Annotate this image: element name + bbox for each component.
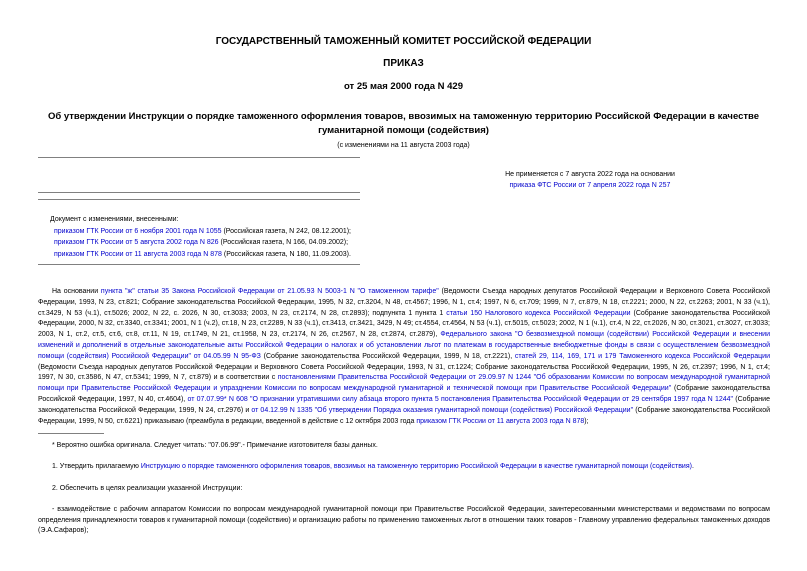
divider bbox=[38, 192, 360, 193]
item-2 bbox=[38, 484, 770, 495]
item-3 bbox=[38, 505, 770, 537]
text-run: На основании bbox=[52, 288, 101, 295]
law-link[interactable]: постановлениями Правительства Российской Федерации от 29.09.97 N 1244 "Об образовании Комиссии по вопросам международной гуманитарной помощи при Правительстве Российской Федерации и упразднении Комиссии по вопросам международной гуманитарной и технической помощи при Правительстве Российской Федерации" bbox=[38, 374, 770, 393]
divider bbox=[38, 264, 360, 265]
instruction-link[interactable]: Инструкцию о порядке таможенного оформления товаров, ввозимых на таможенную территорию Российской Федерации в качестве гуманитарной помощи (содействия) bbox=[140, 463, 692, 470]
change-item bbox=[50, 226, 351, 238]
change-source: (Российская газета, N 166, 04.09.2002); bbox=[218, 239, 349, 246]
law-link[interactable]: Федерального закона "О безвозмездной помощи (содействии) Российской Федерации и внесении изменений и дополнений в отдельные законодательные акты Российской Федерации о налогах и об установлении льгот по платежам в государственные внебюджетные фонды в связи с осуществлением безвозмездной помощи (содействия) Российской Федерации" от 04.05.99 N 95-ФЗ bbox=[38, 331, 771, 360]
text-run: (Собрание законодательства Российской Федерации, 1997, N 40, ст.4604), bbox=[38, 385, 770, 403]
change-item bbox=[50, 249, 351, 261]
change-item bbox=[50, 237, 351, 249]
changes-intro: Документ с изменениями, внесенными: bbox=[50, 216, 179, 223]
law-link[interactable]: пункта "ж" статьи 35 Закона Российской Федерации от 21.05.93 N 5003-1 N "О таможенном тарифе" bbox=[100, 288, 439, 295]
change-source: (Российская газета, N 180, 11.09.2003). bbox=[221, 250, 351, 258]
text-run: (Ведомости Съезда народных депутатов Российской Федерации и Верховного Совета Российской Федерации, 1993, N 31, ст.1224; Собрание законодательства Российской Федерации, 1995, N 26, ст.2397; 1996, N 1, ст.4; 1997, N 30, ст.3586, N 47, ст.5341; 1999, N 7, ст.879) и в соответствии с bbox=[38, 363, 770, 382]
change-link[interactable]: приказом ГТК России от 6 ноября 2001 года N 1055 bbox=[54, 227, 222, 235]
text-run: (Собрание законодательства Российской Федерации, 1999, N 24, ст.2976) и bbox=[38, 395, 770, 414]
text-run: . bbox=[691, 463, 694, 470]
law-link[interactable]: приказом ГТК России от 11 августа 2003 года N 878 bbox=[416, 417, 585, 425]
footnote-text: * Вероятно ошибка оригинала. Следует читать: "07.06.99".- Примечание изготовителя базы данных. bbox=[52, 442, 378, 449]
notice-text: Не применяется с 7 августа 2022 года на основании bbox=[505, 171, 675, 178]
item-1 bbox=[38, 462, 770, 473]
law-link[interactable]: статьи 150 Налогового кодекса Российской Федерации bbox=[446, 309, 631, 317]
notice-link[interactable]: приказа ФТС России от 7 апреля 2022 года N 257 bbox=[509, 182, 671, 189]
date-number-heading: от 25 мая 2000 года N 429 bbox=[343, 81, 464, 92]
footnote-divider bbox=[38, 433, 104, 434]
amendment-note: (с изменениями на 11 августа 2003 года) bbox=[337, 142, 470, 149]
text-run: 1. Утвердить прилагаемую bbox=[52, 463, 141, 470]
text-run: (Ведомости Съезда народных депутатов Российской Федерации и Верховного Совета Российской Федерации, 1993, N 23, ст.821; Собрание законодательства Российской Федерации, 1995, N 32, ст.3204, N 48, ст.4567; 1996, N 1, ст.4; 1997, N 6, ст.709; 1999, N 7, ст.879, N 18, ст.2221; 2000, N 22, ст.2263; 2001, N 33 (ч.1), ст.3429, N 53 (ч.1), ст.5026; 2002, N 22, с. 2026, N 30, ст.3033; 2003, N 23, ст.2174, N 28, ст.2893); подпункта 1 пункта 1 bbox=[38, 288, 770, 317]
divider bbox=[38, 157, 360, 158]
change-link[interactable]: приказом ГТК России от 11 августа 2003 года N 878 bbox=[54, 250, 222, 258]
text-run: (Собрание законодательства Российской Федерации, 1999, N 50, ст.6221) приказываю (преамбула в редакции, введенной в действие с 12 октября 2003 года bbox=[38, 406, 771, 425]
changes-block bbox=[50, 214, 351, 260]
law-link[interactable]: от 07.07.99* N 608 "О признании утратившими силу абзаца второго пункта 5 постановления Правительства Российской Федерации от 29 сентября 1997 года N 1244" bbox=[187, 395, 734, 403]
text-run: (Собрание законодательства Российской Федерации, 1999, N 18, ст.2221), bbox=[260, 352, 515, 360]
text-run: (Собрание законодательства Российской Федерации, 2000, N 32, ст.3340, ст.3341; 2001, N 1 (ч.2), ст.18, N 23, ст.2289, N 33 (ч.1), ст.3413, ст.3421, 3429, N 49; ст.4554, ст.4564, N 53 (ч.1), ст.5015, ст.5023; 2002, N 1 (ч.1), ст.4, N 22, ст.2026, N 30, ст.3021, ст.3027, ст.3033; 2003, N 1, ст.2, ст.5, ст.6, ст.8, ст.11, N 19, ст.1749, N 21, ст.1958, N 23, ст.2174, N 26, ст.2567, N 28, ст.2874, ст.2879), bbox=[38, 309, 770, 339]
text-run: 2. Обеспечить в целях реализации указанной Инструкции: bbox=[52, 485, 243, 492]
doc-type-heading: ПРИКАЗ bbox=[383, 58, 424, 69]
change-source: (Российская газета, N 242, 08.12.2001); bbox=[221, 227, 352, 235]
footnote bbox=[38, 441, 770, 452]
text-run: ); bbox=[584, 417, 589, 425]
document-title: Об утверждении Инструкции о порядке таможенного оформления товаров, ввозимых на таможенную территорию Российской Федерации в качестве гуманитарной помощи (содействия) bbox=[47, 111, 760, 136]
preamble-paragraph bbox=[38, 287, 770, 427]
law-link[interactable]: от 04.12.99 N 1335 "Об утверждении Порядка оказания гуманитарной помощи (содействия) Российской Федерации" bbox=[251, 406, 634, 414]
agency-heading: ГОСУДАРСТВЕННЫЙ ТАМОЖЕННЫЙ КОМИТЕТ РОССИЙСКОЙ ФЕДЕРАЦИИ bbox=[215, 36, 592, 47]
change-link[interactable]: приказом ГТК России от 5 августа 2002 года N 826 bbox=[54, 239, 219, 246]
divider bbox=[38, 199, 360, 200]
text-run: - взаимодействие с рабочим аппаратом Комиссии по вопросам международной гуманитарной помощи при Правительстве Российской Федерации, заинтересованными министерствами и ведомствами по вопросам определения принадлежности товаров к гуманитарной помощи (содействию) и организацию работы по применению таможенных льгот в отношении таких товаров - Главному управлению федеральных таможенных доходов (Э.А.Сафаров); bbox=[38, 506, 770, 535]
law-link[interactable]: статей 29, 114, 169, 171 и 179 Таможенного кодекса Российской Федерации bbox=[514, 352, 771, 360]
